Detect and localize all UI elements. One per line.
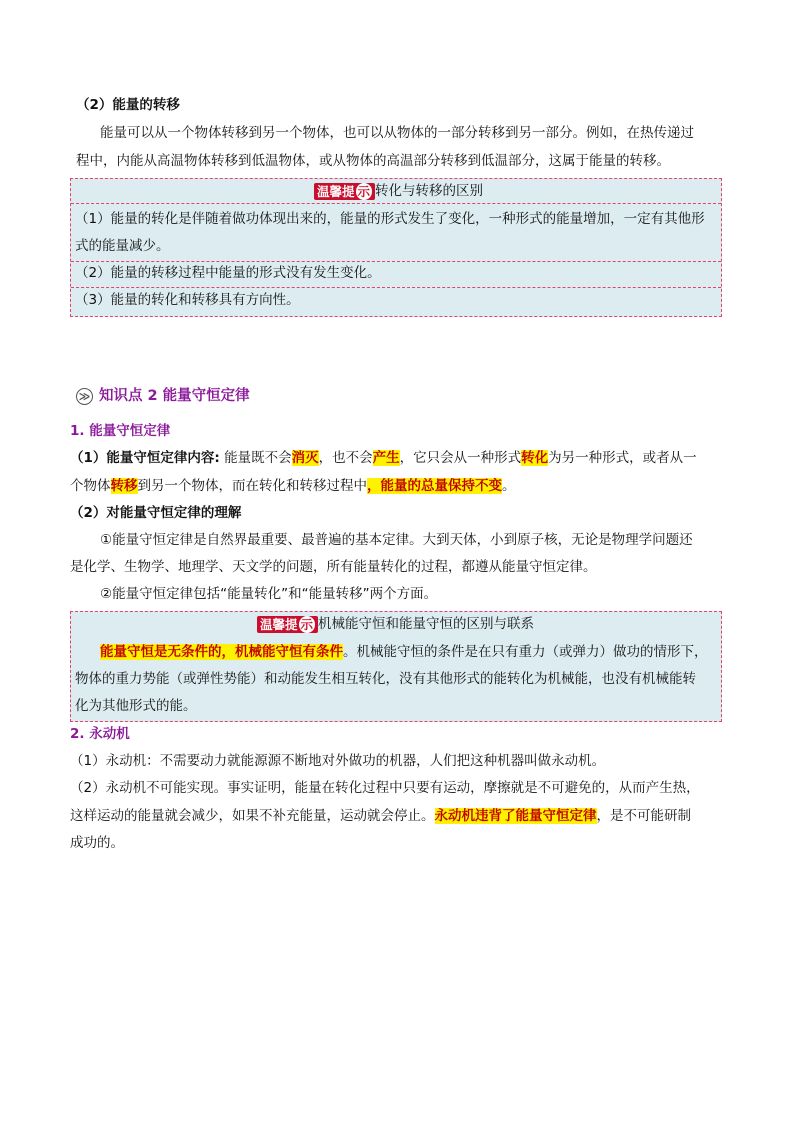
tip-badge: 温馨提 示 — [257, 616, 318, 633]
tip-item1-line1: （1）能量的转化是伴随着做功体现出来的，能量的形式发生了变化，一种形式的能量增加，一定有其他形 — [75, 211, 705, 227]
perpetual-para2-line2: 这样运动的能量就会减少，如果不补充能量，运动就会停止。永动机违背了能量守恒定律，是不可能研制 — [70, 808, 691, 824]
divider — [71, 203, 721, 204]
tip-box-conversion-vs-transfer — [70, 178, 722, 317]
understanding-1-line1: ①能量守恒定律是自然界最重要、最普遍的基本定律。大到天体，小到原子核，无论是物理学问题还 — [100, 532, 693, 548]
tip-title: 机械能守恒和能量守恒的区别与联系 — [318, 616, 535, 632]
divider — [71, 261, 721, 262]
tip-item1-line2: 式的能量减少。 — [75, 238, 170, 254]
knowledge-point-title: ≫ 知识点 2 能量守恒定律 — [76, 386, 250, 406]
subheading-perpetual-motion: 2. 永动机 — [70, 726, 130, 742]
section-heading-transfer: （2）能量的转移 — [76, 97, 180, 113]
subheading-conservation-law: 1. 能量守恒定律 — [70, 423, 171, 439]
divider — [71, 287, 721, 288]
perpetual-para1: （1）永动机：不需要动力就能源源不断地对外做功的机器，人们把这种机器叫做永动机。 — [70, 753, 606, 769]
paragraph-transfer-line1: 能量可以从一个物体转移到另一个物体，也可以从物体的一部分转移到另一部分。例如，在热传递过 — [100, 125, 694, 141]
tip-box-mechanical-vs-energy — [70, 611, 722, 722]
perpetual-para2-line3: 成功的。 — [70, 835, 124, 851]
understanding-1-line2: 是化学、生物学、地理学、天文学的问题，所有能量转化的过程，都遵从能量守恒定律。 — [70, 559, 597, 575]
subheading-understanding: （2）对能量守恒定律的理解 — [70, 505, 242, 521]
double-chevron-icon: ≫ — [76, 388, 93, 405]
tip-badge: 温馨提 示 — [314, 183, 375, 200]
tip-item3: （3）能量的转化和转移具有方向性。 — [75, 292, 300, 308]
tip-header — [314, 181, 483, 201]
tip-header — [257, 614, 534, 634]
perpetual-para2-line1: （2）永动机不可能实现。事实证明，能量在转化过程中只要有运动，摩擦就是不可避免的，从而产生热， — [70, 780, 700, 796]
tip2-line3: 化为其他形式的能。 — [75, 698, 197, 714]
law-line2: 个物体转移到另一个物体，而在转化和转移过程中，能量的总量保持不变。 — [70, 478, 516, 494]
paragraph-transfer-line2: 程中，内能从高温物体转移到低温物体，或从物体的高温部分转移到低温部分，这属于能量的转移。 — [76, 153, 670, 169]
understanding-2: ②能量守恒定律包括“能量转化”和“能量转移”两个方面。 — [100, 586, 438, 602]
tip-title: 转化与转移的区别 — [375, 183, 484, 199]
tip2-line1: 能量守恒是无条件的，机械能守恒有条件。机械能守恒的条件是在只有重力（或弹力）做功的情形下， — [100, 644, 708, 660]
tip-item2: （2）能量的转移过程中能量的形式没有发生变化。 — [75, 265, 381, 281]
tip2-line2: 物体的重力势能（或弹性势能）和动能发生相互转化，没有其他形式的能转化为机械能，也没有机械能转 — [75, 671, 696, 687]
law-line1: （1）能量守恒定律内容: 能量既不会消灭，也不会产生，它只会从一种形式转化为另一种形式，或者从一 — [70, 450, 697, 466]
